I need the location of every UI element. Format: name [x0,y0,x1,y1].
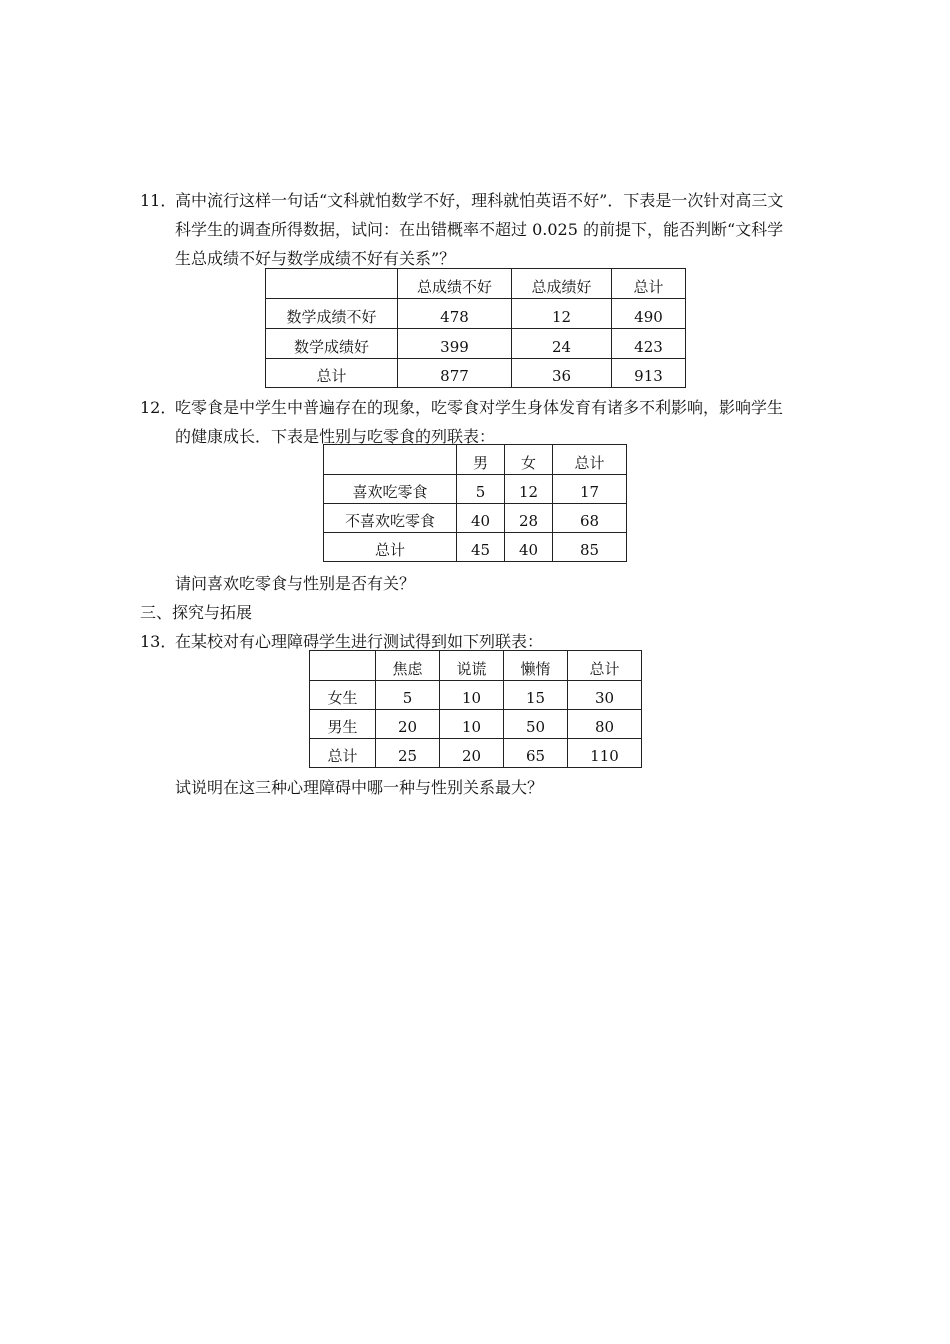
table-cell: 25 [376,739,440,768]
table-cell: 877 [398,359,512,388]
q12-question: 请问喜欢吃零食与性别是否有关？ [175,574,416,593]
table-row [310,710,642,739]
q13-line-1: 在某校对有心理障碍学生进行测试得到如下列联表： [175,632,544,651]
table-cell: 总计 [310,739,376,768]
table-cell: 12 [512,299,612,329]
table-cell: 总成绩不好 [398,269,512,299]
table-cell: 女 [505,445,553,475]
q13-number: 13． [140,632,177,651]
table-cell: 490 [612,299,686,329]
table-cell: 5 [376,681,440,710]
table-cell: 65 [504,739,568,768]
q12-number: 12． [140,398,177,417]
table-cell: 总计 [553,445,627,475]
table-header-row [266,269,686,299]
table-cell: 45 [457,533,505,562]
table-cell: 10 [440,681,504,710]
table-cell: 男生 [310,710,376,739]
q11-number: 11． [140,191,177,210]
table-row [310,739,642,768]
table-cell [266,269,398,299]
table-cell: 喜欢吃零食 [324,475,457,504]
table-cell: 24 [512,329,612,359]
q11-table [265,268,686,388]
table-cell: 说谎 [440,651,504,681]
table-cell: 28 [505,504,553,533]
table-cell: 总计 [324,533,457,562]
q11-line-2: 科学生的调查所得数据，试问：在出错概率不超过 0.025 的前提下，能否判断“文科学 [175,220,784,239]
table-row [266,359,686,388]
table-cell: 85 [553,533,627,562]
table-cell: 女生 [310,681,376,710]
table-cell: 36 [512,359,612,388]
table-cell: 423 [612,329,686,359]
table-cell: 不喜欢吃零食 [324,504,457,533]
table-cell: 17 [553,475,627,504]
table-cell: 40 [457,504,505,533]
table-cell: 40 [505,533,553,562]
table-cell: 478 [398,299,512,329]
table-row [324,533,627,562]
table-cell: 80 [568,710,642,739]
table-cell: 总成绩好 [512,269,612,299]
table-cell: 12 [505,475,553,504]
table-header-row [324,445,627,475]
table-cell: 总计 [612,269,686,299]
table-cell: 数学成绩好 [266,329,398,359]
section-heading: 三、探究与拓展 [140,603,253,622]
table-cell: 30 [568,681,642,710]
table-cell: 20 [440,739,504,768]
q12-line-1: 吃零食是中学生中普遍存在的现象，吃零食对学生身体发育有诸多不利影响，影响学生 [175,398,784,417]
table-cell: 399 [398,329,512,359]
table-cell: 5 [457,475,505,504]
q13-question: 试说明在这三种心理障碍中哪一种与性别关系最大？ [175,778,544,797]
table-cell [310,651,376,681]
table-cell: 110 [568,739,642,768]
table-row [324,504,627,533]
table-cell: 913 [612,359,686,388]
q12-table [323,444,627,562]
table-cell: 20 [376,710,440,739]
table-cell [324,445,457,475]
table-row [266,299,686,329]
table-cell: 数学成绩不好 [266,299,398,329]
q11-line-3: 生总成绩不好与数学成绩不好有关系”？ [175,249,456,268]
table-row [266,329,686,359]
table-cell: 总计 [568,651,642,681]
table-row [324,475,627,504]
table-cell: 焦虑 [376,651,440,681]
table-cell: 懒惰 [504,651,568,681]
table-cell: 68 [553,504,627,533]
table-cell: 10 [440,710,504,739]
table-header-row [310,651,642,681]
q11-line-1: 高中流行这样一句话“文科就怕数学不好，理科就怕英语不好”．下表是一次针对高三文 [175,191,784,210]
table-cell: 男 [457,445,505,475]
q12-line-2: 的健康成长．下表是性别与吃零食的列联表： [175,427,496,446]
q13-table [309,650,642,768]
table-row [310,681,642,710]
table-cell: 总计 [266,359,398,388]
table-cell: 15 [504,681,568,710]
table-cell: 50 [504,710,568,739]
